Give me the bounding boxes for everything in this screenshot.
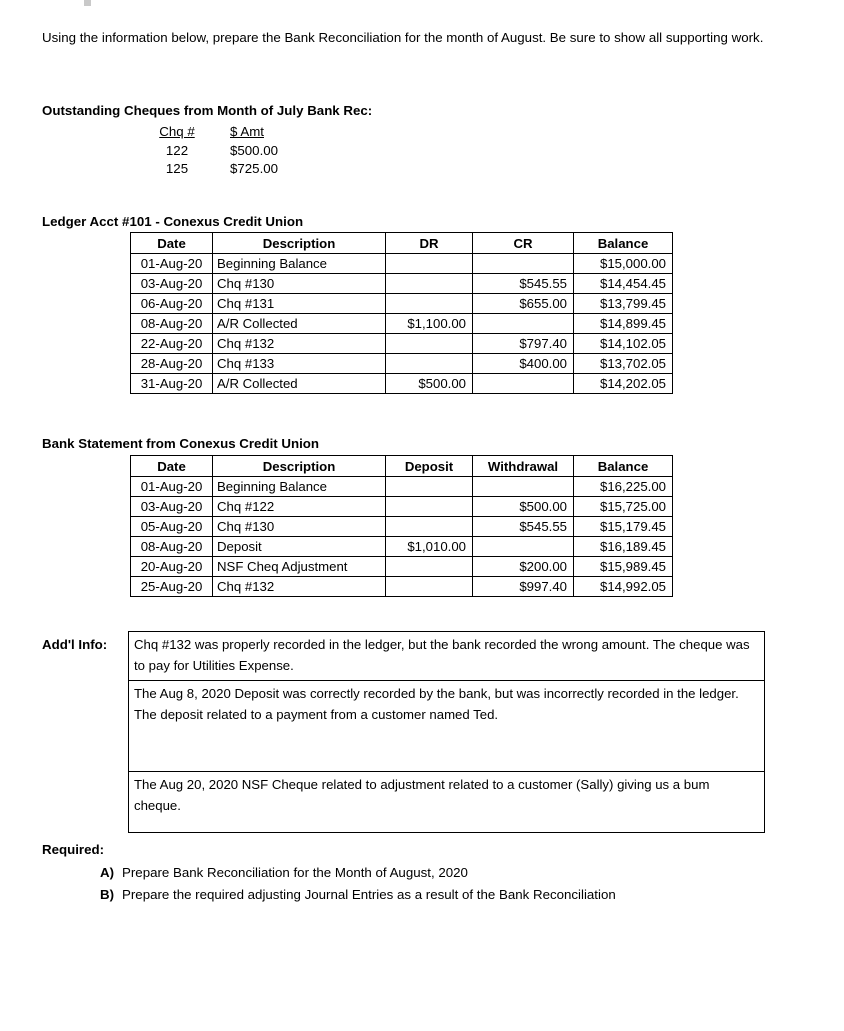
- column-header-description: Description: [213, 456, 386, 477]
- cell-date: 01-Aug-20: [131, 254, 213, 274]
- table-row: [131, 334, 673, 354]
- cell-withdrawal: [473, 477, 574, 497]
- column-header-balance: Balance: [574, 456, 673, 477]
- cell-balance: $16,225.00: [574, 477, 673, 497]
- bank-statement-table: [130, 455, 673, 597]
- cell-dr: $1,100.00: [386, 314, 473, 334]
- cell-description: Chq #132: [213, 577, 386, 597]
- additional-info-note: Chq #132 was properly recorded in the ledger, but the bank recorded the wrong amount. The cheque was to pay for Utilities Expense.: [129, 632, 764, 681]
- cell-description: Beginning Balance: [213, 254, 386, 274]
- cell-amount: $725.00: [230, 161, 279, 176]
- cell-deposit: [386, 517, 473, 537]
- required-item-text: Prepare the required adjusting Journal Entries as a result of the Bank Reconciliation: [122, 887, 616, 903]
- cell-deposit: [386, 577, 473, 597]
- cell-description: Beginning Balance: [213, 477, 386, 497]
- table-header-row: [146, 124, 334, 143]
- cell-dr: [386, 294, 473, 314]
- cell-balance: $14,899.45: [574, 314, 673, 334]
- cell-dr: [386, 254, 473, 274]
- cell-description: Chq #131: [213, 294, 386, 314]
- cell-date: 20-Aug-20: [131, 557, 213, 577]
- table-row: [131, 314, 673, 334]
- table-row: [131, 577, 673, 597]
- outstanding-cheques-heading: Outstanding Cheques from Month of July Bank Rec:: [42, 103, 373, 118]
- column-header-withdrawal: Withdrawal: [473, 456, 574, 477]
- column-header-cr: CR: [473, 233, 574, 254]
- table-row: [131, 294, 673, 314]
- cell-deposit: [386, 557, 473, 577]
- cell-date: 01-Aug-20: [131, 477, 213, 497]
- cell-cr: $545.55: [473, 274, 574, 294]
- list-item: [100, 884, 800, 906]
- cell-balance: $14,454.45: [574, 274, 673, 294]
- cell-withdrawal: $545.55: [473, 517, 574, 537]
- additional-info-note: The Aug 8, 2020 Deposit was correctly recorded by the bank, but was incorrectly recorded in the ledger. The deposit related to a payment from a customer named Ted.: [129, 681, 764, 772]
- table-row: [131, 557, 673, 577]
- table-row: [146, 143, 334, 161]
- table-row: [131, 477, 673, 497]
- cell-dr: [386, 354, 473, 374]
- table-row: [146, 161, 334, 179]
- column-header-date: Date: [131, 233, 213, 254]
- cell-withdrawal: $200.00: [473, 557, 574, 577]
- ledger-heading: Ledger Acct #101 - Conexus Credit Union: [42, 214, 304, 229]
- cell-withdrawal: $500.00: [473, 497, 574, 517]
- list-item: [100, 862, 800, 884]
- cell-description: NSF Cheq Adjustment: [213, 557, 386, 577]
- cell-cr: [473, 374, 574, 394]
- outstanding-cheques-table: [146, 124, 334, 179]
- table-row: [131, 517, 673, 537]
- cell-balance: $13,702.05: [574, 354, 673, 374]
- additional-info-box: [128, 631, 765, 833]
- required-item-text: Prepare Bank Reconciliation for the Month of August, 2020: [122, 865, 468, 880]
- cell-cr: $797.40: [473, 334, 574, 354]
- column-header-amount: $ Amt: [230, 124, 264, 139]
- additional-info-label: Add'l Info:: [42, 637, 108, 652]
- cell-balance: $15,725.00: [574, 497, 673, 517]
- cell-description: A/R Collected: [213, 314, 386, 334]
- cell-date: 06-Aug-20: [131, 294, 213, 314]
- table-row: [131, 254, 673, 274]
- intro-paragraph: Using the information below, prepare the Bank Reconciliation for the month of August. Be sure to show all supporting work.: [42, 30, 764, 45]
- cell-dr: $500.00: [386, 374, 473, 394]
- cell-cr: [473, 254, 574, 274]
- cell-balance: $15,989.45: [574, 557, 673, 577]
- cell-date: 05-Aug-20: [131, 517, 213, 537]
- cell-dr: [386, 334, 473, 354]
- cell-date: 22-Aug-20: [131, 334, 213, 354]
- cell-balance: $14,992.05: [574, 577, 673, 597]
- column-header-chq-number: Chq #: [159, 124, 195, 139]
- cell-description: Chq #122: [213, 497, 386, 517]
- table-row: [131, 374, 673, 394]
- scan-artifact: [84, 0, 91, 6]
- cell-amount: $500.00: [230, 143, 279, 158]
- cell-description: Chq #133: [213, 354, 386, 374]
- cell-description: Chq #130: [213, 517, 386, 537]
- cell-chq-number: 122: [165, 143, 189, 158]
- column-header-description: Description: [213, 233, 386, 254]
- cell-date: 08-Aug-20: [131, 314, 213, 334]
- cell-withdrawal: [473, 537, 574, 557]
- cell-balance: $15,000.00: [574, 254, 673, 274]
- ledger-table: [130, 232, 673, 394]
- cell-description: A/R Collected: [213, 374, 386, 394]
- table-header-row: [131, 456, 673, 477]
- cell-date: 03-Aug-20: [131, 274, 213, 294]
- cell-cr: $655.00: [473, 294, 574, 314]
- cell-balance: $14,102.05: [574, 334, 673, 354]
- additional-info-note: The Aug 20, 2020 NSF Cheque related to adjustment related to a customer (Sally) giving us a bum cheque.: [134, 777, 710, 813]
- required-list: [100, 862, 800, 907]
- cell-description: Chq #132: [213, 334, 386, 354]
- column-header-deposit: Deposit: [386, 456, 473, 477]
- table-row: [131, 354, 673, 374]
- table-row: [131, 537, 673, 557]
- cell-date: 08-Aug-20: [131, 537, 213, 557]
- cell-balance: $16,189.45: [574, 537, 673, 557]
- cell-chq-number: 125: [165, 161, 189, 176]
- bank-statement-heading: Bank Statement from Conexus Credit Union: [42, 436, 320, 451]
- cell-cr: [473, 314, 574, 334]
- cell-balance: $13,799.45: [574, 294, 673, 314]
- column-header-dr: DR: [386, 233, 473, 254]
- cell-description: Deposit: [213, 537, 386, 557]
- cell-balance: $14,202.05: [574, 374, 673, 394]
- cell-deposit: $1,010.00: [386, 537, 473, 557]
- table-header-row: [131, 233, 673, 254]
- cell-date: 31-Aug-20: [131, 374, 213, 394]
- required-item-marker: A): [100, 865, 115, 880]
- column-header-balance: Balance: [574, 233, 673, 254]
- cell-date: 28-Aug-20: [131, 354, 213, 374]
- cell-dr: [386, 274, 473, 294]
- table-row: [131, 274, 673, 294]
- column-header-date: Date: [131, 456, 213, 477]
- cell-description: Chq #130: [213, 274, 386, 294]
- cell-withdrawal: $997.40: [473, 577, 574, 597]
- cell-date: 25-Aug-20: [131, 577, 213, 597]
- table-row: [131, 497, 673, 517]
- cell-cr: $400.00: [473, 354, 574, 374]
- required-item-marker: B): [100, 887, 115, 903]
- cell-date: 03-Aug-20: [131, 497, 213, 517]
- cell-deposit: [386, 477, 473, 497]
- cell-balance: $15,179.45: [574, 517, 673, 537]
- cell-deposit: [386, 497, 473, 517]
- required-heading: Required:: [42, 842, 105, 857]
